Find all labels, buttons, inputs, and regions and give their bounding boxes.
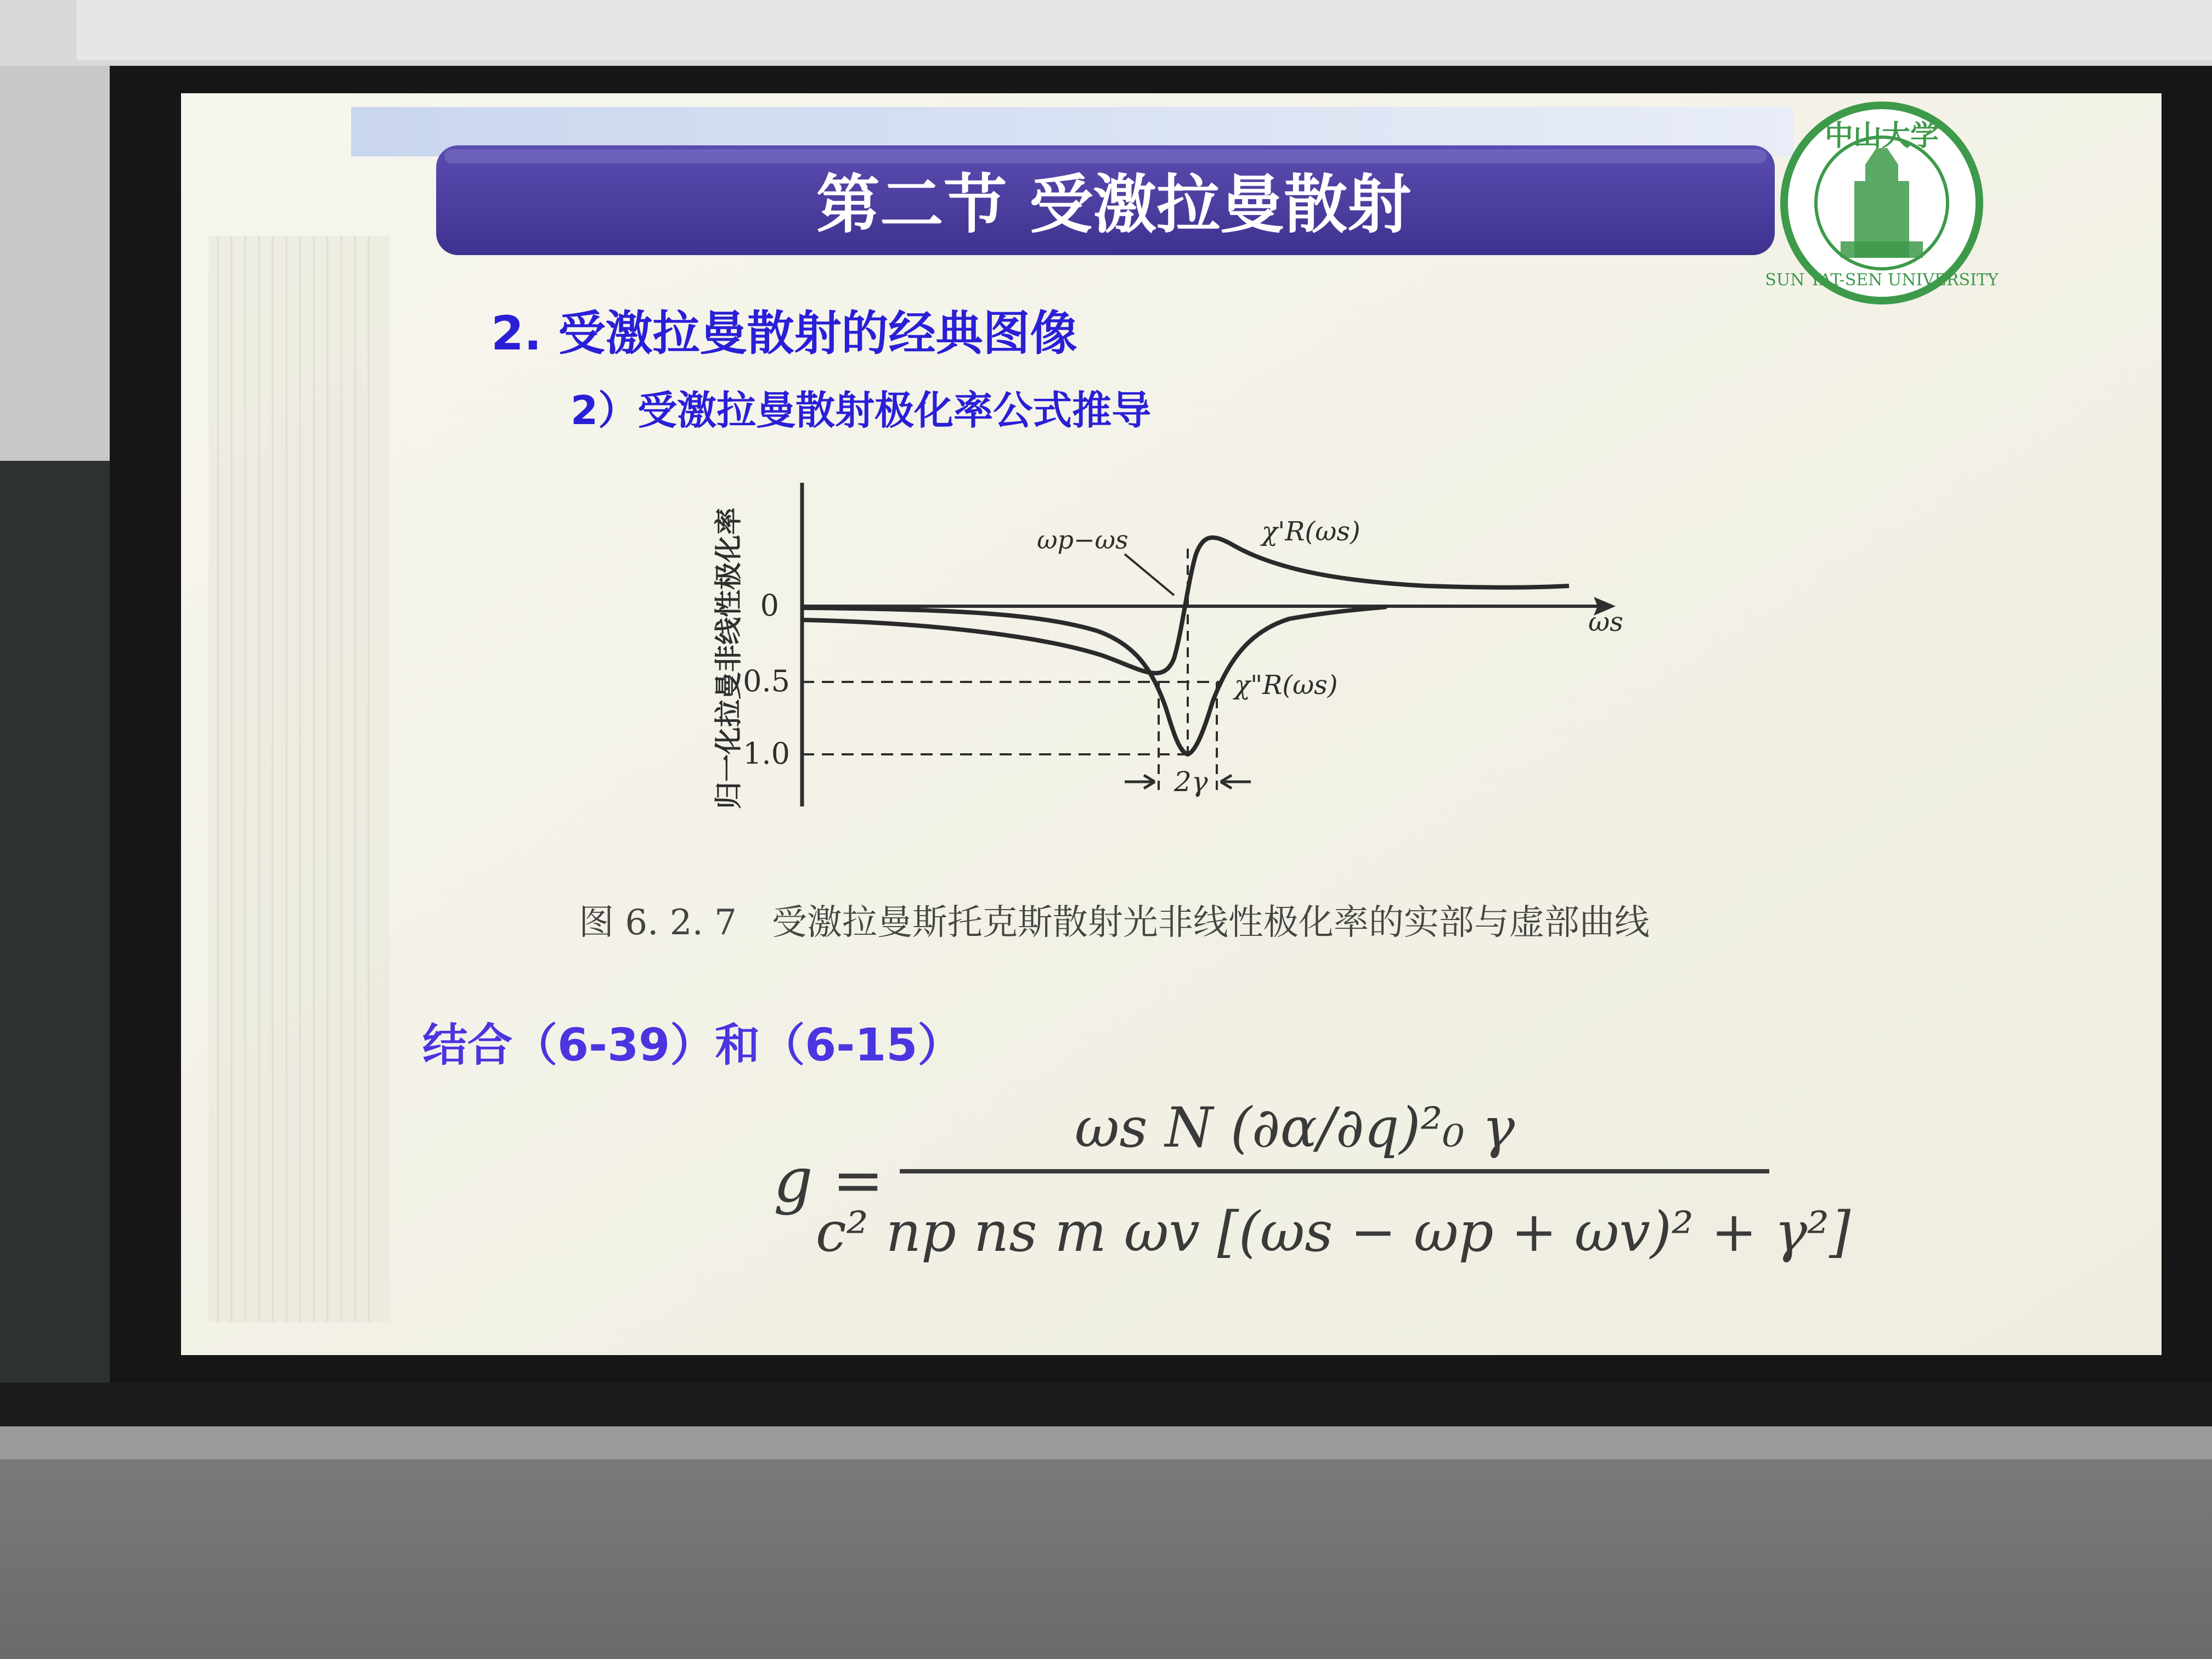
- label-width: 2γ: [1174, 766, 1208, 798]
- section-heading: 2. 受激拉曼散射的经典图像: [491, 306, 1077, 361]
- y-axis-label: 归一化拉曼非线性极化率: [712, 507, 744, 809]
- screen-bottom-bar: [0, 1383, 2212, 1432]
- label-difference: ωp−ωs: [1037, 525, 1128, 555]
- slide-title: 第二节 受激拉曼散射: [816, 168, 1412, 242]
- floor-area: [0, 1426, 2212, 1659]
- logo-english-name: SUN YAT-SEN UNIVERSITY: [1765, 270, 1999, 290]
- label-real-part: χ'R(ωs): [1262, 516, 1361, 547]
- y-tick-0.5: 0.5: [743, 664, 790, 698]
- slide-left-stripes: [208, 236, 390, 1322]
- combine-equations-text: 结合（6-39）和（6-15）: [422, 1019, 963, 1071]
- chalkboard: [0, 461, 110, 1393]
- label-imag-part: χ"R(ωs): [1234, 670, 1338, 701]
- screen-weight-bar: [0, 1426, 2212, 1459]
- y-tick-1.0: 1.0: [743, 736, 790, 771]
- x-axis-label: ωs: [1588, 607, 1623, 637]
- formula-lhs: g =: [774, 1145, 884, 1216]
- subsection-heading: 2）受激拉曼散射极化率公式推导: [571, 387, 1152, 433]
- formula-denominator: c² np ns m ωv [(ωs − ωp + ωv)² + γ²]: [815, 1200, 1851, 1264]
- formula-numerator: ωs N (∂α/∂q)²₀ γ: [1074, 1096, 1515, 1160]
- y-tick-0: 0: [760, 588, 779, 623]
- logo-chinese-name: 中山大学: [1824, 119, 1939, 153]
- figure-caption: 图 6. 2. 7 受激拉曼斯托克斯散射光非线性极化率的实部与虚部曲线: [579, 902, 1650, 943]
- screen-case-top: [77, 0, 2212, 60]
